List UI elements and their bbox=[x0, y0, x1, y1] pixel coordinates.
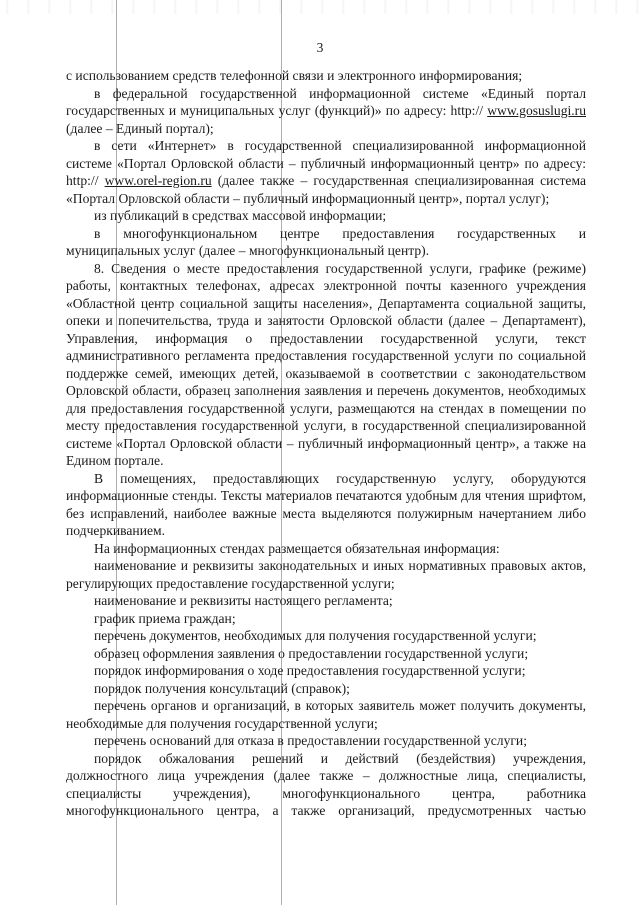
gosuslugi-link[interactable]: www.gosuslugi.ru bbox=[487, 103, 586, 118]
paragraph: образец оформления заявления о предоставлении государственной услуги; bbox=[94, 645, 529, 661]
document-body bbox=[66, 67, 586, 820]
paragraph bbox=[66, 67, 586, 85]
paragraph: порядок получения консультаций (справок); bbox=[94, 680, 350, 696]
paragraph: перечень документов, необходимых для получения государственной услуги; bbox=[94, 628, 537, 643]
page-number: 3 bbox=[316, 40, 324, 55]
paragraph-text: (далее также – государственная специализированная система «Портал Орловской области – публичный информационный центр», портал услуг); bbox=[66, 173, 586, 206]
paragraph: перечень оснований для отказа в предоставлении государственной услуги; bbox=[94, 733, 527, 748]
scan-artifact-strip bbox=[0, 0, 640, 14]
paragraph-text: с использованием средств телефонной связи и электронного информирования; bbox=[66, 68, 523, 83]
paragraph: В помещениях, предоставляющих государственную услугу, оборудуются информационные стенды. Тексты материалов печатаются удобным для чтения шрифтом, без исправлений, наиболее важные места выделяются полужирным начертанием либо подчеркиванием. bbox=[66, 470, 586, 538]
paragraph: порядок обжалования решений и действий (бездействия) учреждения, должностного лица учреждения (далее также – должностные лица, специалисты, специалисты учреждения), многофункционального центра, работника многофункционального центра, а также организаций, предусмотренных частью bbox=[66, 750, 586, 818]
paragraph: перечень органов и организаций, в которых заявитель может получить документы, необходимые для получения государственной услуги; bbox=[66, 698, 586, 731]
orel-region-link[interactable]: www.orel-region.ru bbox=[104, 173, 212, 188]
paragraph-text: (далее – Единый портал); bbox=[66, 120, 214, 136]
paragraph bbox=[66, 137, 586, 207]
paragraph: график приема граждан; bbox=[94, 610, 236, 626]
paragraph bbox=[66, 85, 586, 138]
paragraph: На информационных стендах размещается обязательная информация: bbox=[94, 540, 500, 556]
paragraph-text: в сети «Интернет» в государственной специализированной информационной системе «Портал Орловской области – публичный информационный центр» по адресу: http:// bbox=[66, 138, 586, 188]
paragraph: наименование и реквизиты настоящего регламента; bbox=[94, 593, 393, 608]
paragraph: из публикаций в средствах массовой информации; bbox=[94, 208, 387, 223]
paragraph: 8. Сведения о месте предоставления государственной услуги, графике (режиме) работы, контактных телефонах, адресах электронной почты казенного учреждения «Областной центр социальной защиты населения», Департамента социальной защиты, опеки и попечительства, труда и занятости Орловской области (далее – Департамент), Управления, информация о предоставлении государственной услуги, текст административного регламента предоставления государственной услуги по социальной поддержке семей, имеющих детей, оказываемой в соответствии с законодательством Орловской области, образец заполнения заявления и перечень документов, необходимых для предоставления государственной услуги, размещаются на стендах в помещении по месту предоставления государственной услуги, в государственной специализированной системе «Портал Орловской области – публичный информационный центр», а также на Едином портале. bbox=[66, 260, 586, 468]
paragraph: порядок информирования о ходе предоставления государственной услуги; bbox=[94, 663, 526, 678]
paragraph: в многофункциональном центре предоставления государственных и муниципальных услуг (далее – многофункциональный центр). bbox=[66, 225, 586, 258]
paragraph-text: в федеральной государственной информационной системе «Единый портал государственных и муниципальных услуг (функций)» по адресу: http:// bbox=[66, 85, 586, 118]
paragraph: наименование и реквизиты законодательных и иных нормативных правовых актов, регулирующих предоставление государственной услуги; bbox=[66, 558, 586, 591]
